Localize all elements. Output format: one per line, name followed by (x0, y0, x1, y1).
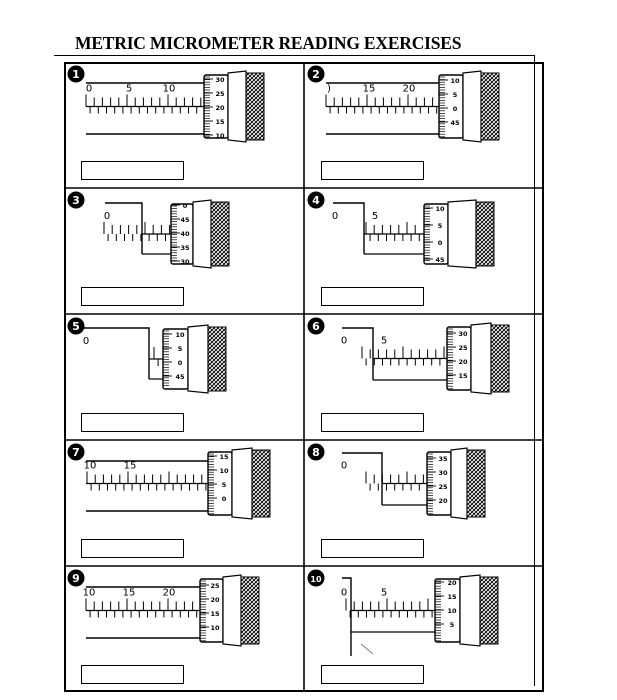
thimble-knurl (252, 450, 270, 517)
exercise-number: 9 (72, 572, 80, 585)
thimble-label: 0 (221, 495, 227, 503)
thimble-label: 0 (437, 239, 443, 247)
answer-box-wrapper (81, 539, 184, 558)
sleeve-label: 10 (162, 83, 176, 95)
exercise-panel-10 (308, 570, 499, 685)
answer-box[interactable] (81, 413, 184, 432)
thimble-knurl (211, 202, 229, 266)
thimble-sleeve-collar (448, 200, 476, 268)
sleeve-label: 10 (82, 587, 96, 599)
sleeve-label: 10 (83, 460, 97, 472)
thimble-label: 20 (438, 497, 448, 505)
exercise-number-badge (68, 318, 85, 335)
sleeve-graduations (104, 222, 170, 241)
answer-box-wrapper (81, 161, 184, 180)
sleeve-graduations (87, 472, 206, 491)
thimble-sleeve-collar (460, 575, 480, 646)
sleeve-label: 0 (340, 587, 348, 599)
frame-leader (361, 644, 373, 654)
exercise-number-badge (68, 66, 85, 83)
answer-box[interactable] (81, 287, 184, 306)
thimble (200, 575, 259, 646)
sleeve-label: 0 (85, 83, 93, 95)
sleeve-label: 0 (340, 460, 348, 472)
thimble-label: 35 (180, 244, 190, 252)
thimble-sleeve-collar (463, 71, 481, 142)
thimble-knurl (241, 577, 259, 644)
thimble-sleeve-collar (451, 448, 467, 519)
thimble (439, 71, 499, 142)
sleeve-graduations (326, 95, 437, 114)
sleeve-label: 5 (380, 587, 388, 599)
sleeve-label: 20 (162, 587, 176, 599)
thimble-label: 20 (458, 358, 468, 366)
sleeve-label: 0 (340, 335, 348, 347)
answer-box[interactable] (321, 161, 424, 180)
exercise-grid (64, 62, 544, 692)
thimble-label: 5 (177, 345, 183, 353)
sleeve-graduations (346, 599, 432, 618)
thimble-label: 10 (175, 331, 185, 339)
thimble-label: 20 (447, 579, 457, 587)
sleeve-label: 0 (331, 211, 339, 222)
answer-box-wrapper (321, 665, 424, 684)
exercise-number: 10 (310, 575, 322, 584)
thimble-label: 30 (438, 469, 448, 477)
sleeve-label: 0 (103, 211, 111, 222)
sleeve-label: 15 (362, 83, 376, 95)
exercise-panel-9 (68, 570, 260, 685)
thimble-label: 30 (458, 330, 468, 338)
answer-box-wrapper (321, 413, 424, 432)
sleeve-label: 0 (82, 336, 90, 347)
exercise-grid-drawing (64, 62, 544, 692)
exercise-number-badge (308, 66, 325, 83)
exercise-number-badge (308, 570, 325, 587)
sleeve-graduations (86, 95, 201, 114)
answer-box[interactable] (321, 287, 424, 306)
sleeve-graduations (362, 347, 444, 366)
thimble-label: 35 (438, 455, 448, 463)
thimble-knurl (246, 73, 264, 140)
answer-box[interactable] (81, 161, 184, 180)
thimble (204, 71, 264, 142)
thimble-knurl (491, 325, 509, 392)
sleeve-graduations (86, 599, 197, 618)
thimble-sleeve-collar (188, 325, 208, 393)
answer-box-wrapper (321, 539, 424, 558)
exercise-number: 1 (72, 68, 80, 81)
thimble-sleeve-collar (232, 448, 252, 519)
exercise-panel-4 (308, 192, 495, 307)
thimble-label: 10 (219, 467, 229, 475)
exercise-panel-3 (68, 192, 230, 307)
frame-outline (342, 453, 382, 505)
exercise-panel-8 (308, 444, 486, 559)
frame-outline (84, 328, 149, 379)
thimble-label: 0 (177, 359, 183, 367)
thimble-label: 45 (180, 216, 190, 224)
exercise-number-badge (68, 444, 85, 461)
answer-box-wrapper (81, 287, 184, 306)
thimble-label: 15 (458, 372, 468, 380)
thimble (171, 200, 229, 268)
thimble-label: 5 (437, 222, 443, 230)
thimble-label: 0 (452, 105, 458, 113)
exercise-panel-7 (68, 444, 271, 559)
exercise-number: 5 (72, 320, 80, 333)
thimble-label: 10 (450, 77, 460, 85)
thimble-label: 20 (210, 596, 220, 604)
thimble-label: 45 (435, 256, 445, 264)
thimble-sleeve-collar (223, 575, 241, 646)
thimble (424, 200, 494, 268)
exercise-number-badge (68, 192, 85, 209)
thimble-label: 15 (219, 453, 229, 461)
thimble (427, 448, 485, 519)
thimble-label: 15 (447, 593, 457, 601)
exercise-number-badge (68, 570, 85, 587)
thimble-label: 45 (175, 373, 185, 381)
sleeve-label: 5 (125, 83, 133, 95)
thimble-label: 25 (215, 90, 225, 98)
thimble-label: 5 (221, 481, 227, 489)
exercise-number: 7 (72, 446, 80, 459)
thimble-label: 5 (452, 91, 458, 99)
thimble (208, 448, 270, 519)
thimble-body (424, 204, 448, 264)
thimble-label: 15 (210, 610, 220, 618)
thimble-sleeve-collar (228, 71, 246, 142)
exercise-number: 8 (312, 446, 320, 459)
exercise-number-badge (308, 192, 325, 209)
thimble-label: 20 (215, 104, 225, 112)
worksheet-title: METRIC MICROMETER READING EXERCISES (75, 33, 462, 53)
thimble-label: 40 (180, 230, 190, 238)
answer-box[interactable] (81, 665, 184, 684)
sleeve-label: 5 (380, 335, 388, 347)
exercise-number-badge (308, 444, 325, 461)
thimble-label: 15 (215, 118, 225, 126)
thimble-label: 25 (210, 582, 220, 590)
thimble-label: 10 (215, 132, 225, 140)
sleeve-label: 5 (371, 211, 379, 222)
thimble-label: 10 (435, 205, 445, 213)
sleeve-graduations (366, 472, 423, 491)
answer-box-wrapper (321, 161, 424, 180)
thimble-label: 30 (215, 76, 225, 84)
thimble-knurl (467, 450, 485, 517)
answer-box[interactable] (321, 413, 424, 432)
answer-box[interactable] (321, 539, 424, 558)
answer-box-wrapper (81, 413, 184, 432)
sleeve-graduations (366, 222, 419, 241)
thimble-knurl (208, 327, 226, 391)
answer-box[interactable] (321, 665, 424, 684)
exercise-number: 4 (312, 194, 320, 207)
thimble (435, 575, 498, 646)
exercise-panel-2 (308, 66, 500, 181)
sleeve-label: ) (327, 83, 331, 95)
exercise-number: 6 (312, 320, 320, 333)
exercise-number: 2 (312, 68, 320, 81)
exercise-number: 3 (72, 194, 80, 207)
thimble-knurl (481, 73, 499, 140)
thimble-sleeve-collar (193, 200, 211, 268)
thimble-label: 5 (449, 621, 455, 629)
answer-box-wrapper (81, 665, 184, 684)
exercise-panel-5 (68, 318, 227, 433)
exercise-panel-1 (68, 66, 265, 181)
answer-box[interactable] (81, 539, 184, 558)
sleeve-label: 15 (123, 460, 137, 472)
thimble-label: 25 (438, 483, 448, 491)
thimble-knurl (480, 577, 498, 644)
thimble-label: 10 (447, 607, 457, 615)
thimble-label: 45 (450, 119, 460, 127)
sleeve-graduations (154, 347, 158, 366)
exercise-number-badge (308, 318, 325, 335)
exercise-panel-6 (308, 318, 510, 433)
answer-box-wrapper (321, 287, 424, 306)
thimble-knurl (476, 202, 494, 266)
thimble-label: 25 (458, 344, 468, 352)
thimble-label: 10 (210, 624, 220, 632)
thimble-label: 0 (182, 202, 188, 210)
sleeve-label: 20 (402, 83, 416, 95)
thimble-sleeve-collar (471, 323, 491, 394)
sleeve-label: 15 (122, 587, 136, 599)
thimble (447, 323, 509, 394)
thimble-label: 30 (180, 258, 190, 266)
thimble (163, 325, 226, 393)
